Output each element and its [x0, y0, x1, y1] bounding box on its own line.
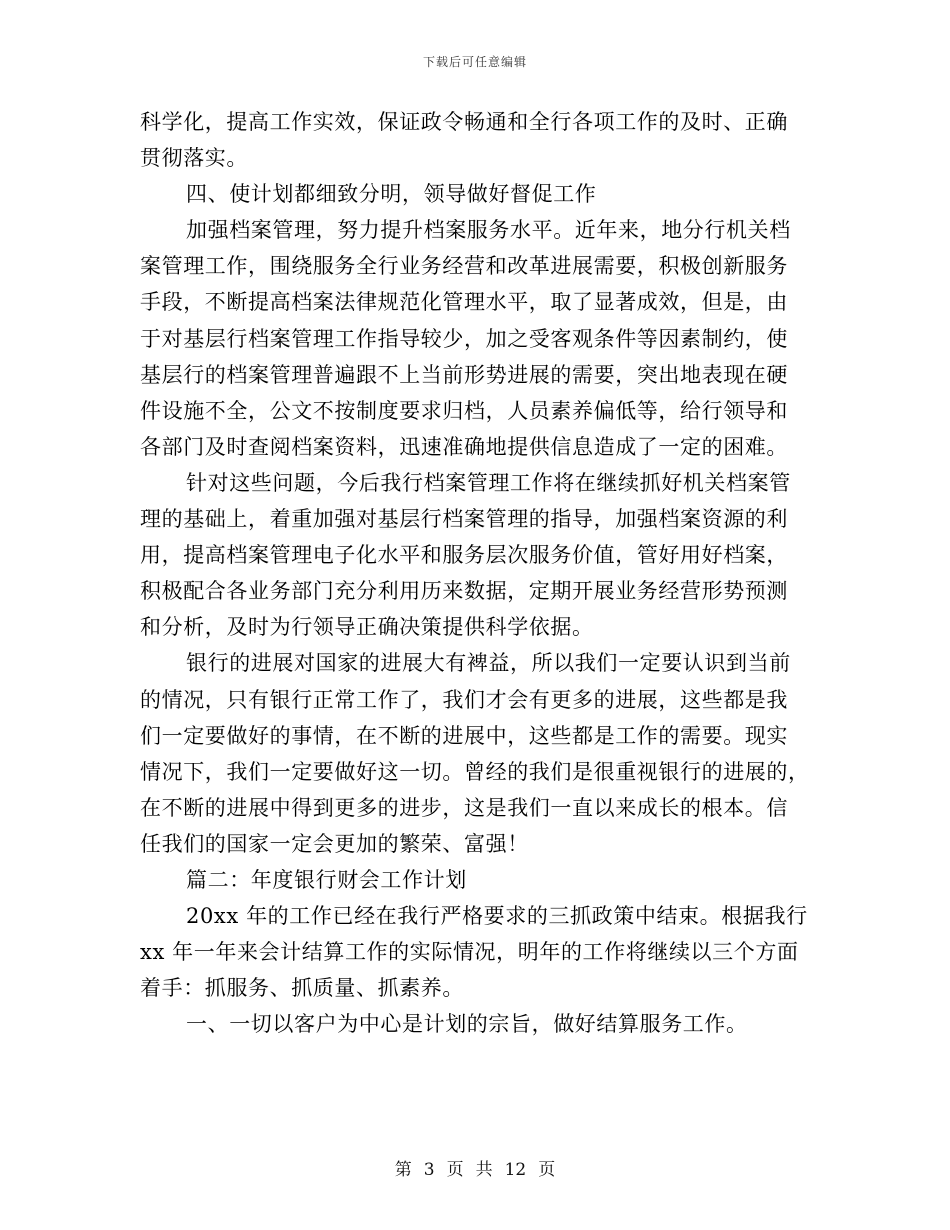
- text-line: xx 年一年来会计结算工作的实际情况，明年的工作将继续以三个方面: [140, 940, 799, 965]
- text-line: 加强档案管理，努力提升档案服务水平。近年来，地分行机关档: [186, 218, 791, 243]
- text-line: 们一定要做好的事情，在不断的进展中，这些都是工作的需要。现实: [140, 723, 788, 748]
- text-line: 贯彻落实。: [140, 146, 248, 171]
- section-heading: 四、使计划都细致分明，领导做好督促工作: [186, 182, 597, 207]
- text-line: 基层行的档案管理普遍跟不上当前形势进展的需要，突出地表现在硬: [140, 362, 788, 387]
- text-line: 各部门及时查阅档案资料，迅速准确地提供信息造成了一定的困难。: [140, 434, 788, 459]
- text-line: 手段，不断提高档案法律规范化管理水平，取了显著成效，但是，由: [140, 290, 788, 315]
- text-line: 科学化，提高工作实效，保证政令畅通和全行各项工作的及时、正确: [140, 110, 788, 134]
- footer-total-word: 共: [475, 1160, 493, 1180]
- text-line: 的情况，只有银行正常工作了，我们才会有更多的进展，这些都是我: [140, 687, 788, 712]
- page-number: 3: [423, 1160, 435, 1180]
- section-heading: 篇二：年度银行财会工作计划: [186, 867, 467, 892]
- footer-mid: 页: [446, 1160, 464, 1180]
- text-line: 在不断的进展中得到更多的进步，这是我们一直以来成长的根本。信: [140, 795, 788, 820]
- footer-prefix: 第: [394, 1160, 412, 1180]
- text-line: 针对这些问题，今后我行档案管理工作将在继续抓好机关档案管: [186, 470, 791, 495]
- text-line: 任我们的国家一定会更加的繁荣、富强！: [140, 831, 529, 856]
- text-line: 理的基础上，着重加强对基层行档案管理的指导，加强档案资源的利: [140, 507, 788, 532]
- text-line: 和分析，及时为行领导正确决策提供科学依据。: [140, 615, 594, 640]
- text-line: 用，提高档案管理电子化水平和服务层次服务价值，管好用好档案，: [140, 543, 788, 568]
- page-header: 下载后可任意编辑: [422, 55, 527, 69]
- text-line: 20xx 年的工作已经在我行严格要求的三抓政策中结束。根据我行: [186, 904, 808, 929]
- page-total: 12: [504, 1160, 527, 1180]
- text-line: 情况下，我们一定要做好这一切。曾经的我们是很重视银行的进展的，: [140, 759, 810, 784]
- text-line: 于对基层行档案管理工作指导较少，加之受客观条件等因素制约，使: [140, 326, 788, 351]
- text-line: 着手：抓服务、抓质量、抓素养。: [140, 976, 464, 1001]
- document-body: [140, 104, 808, 1042]
- text-line: 案管理工作，围绕服务全行业务经营和改革进展需要，积极创新服务: [140, 254, 788, 279]
- footer-suffix: 页: [538, 1160, 556, 1180]
- text-line: 件设施不全，公文不按制度要求归档，人员素养偏低等，给行领导和: [140, 398, 788, 423]
- page-footer: [0, 1155, 950, 1180]
- section-heading: 一、一切以客户为中心是计划的宗旨，做好结算服务工作。: [186, 1012, 748, 1037]
- text-line: 银行的进展对国家的进展大有裨益，所以我们一定要认识到当前: [186, 651, 791, 676]
- text-line: 积极配合各业务部门充分利用历来数据，定期开展业务经营形势预测: [140, 579, 788, 604]
